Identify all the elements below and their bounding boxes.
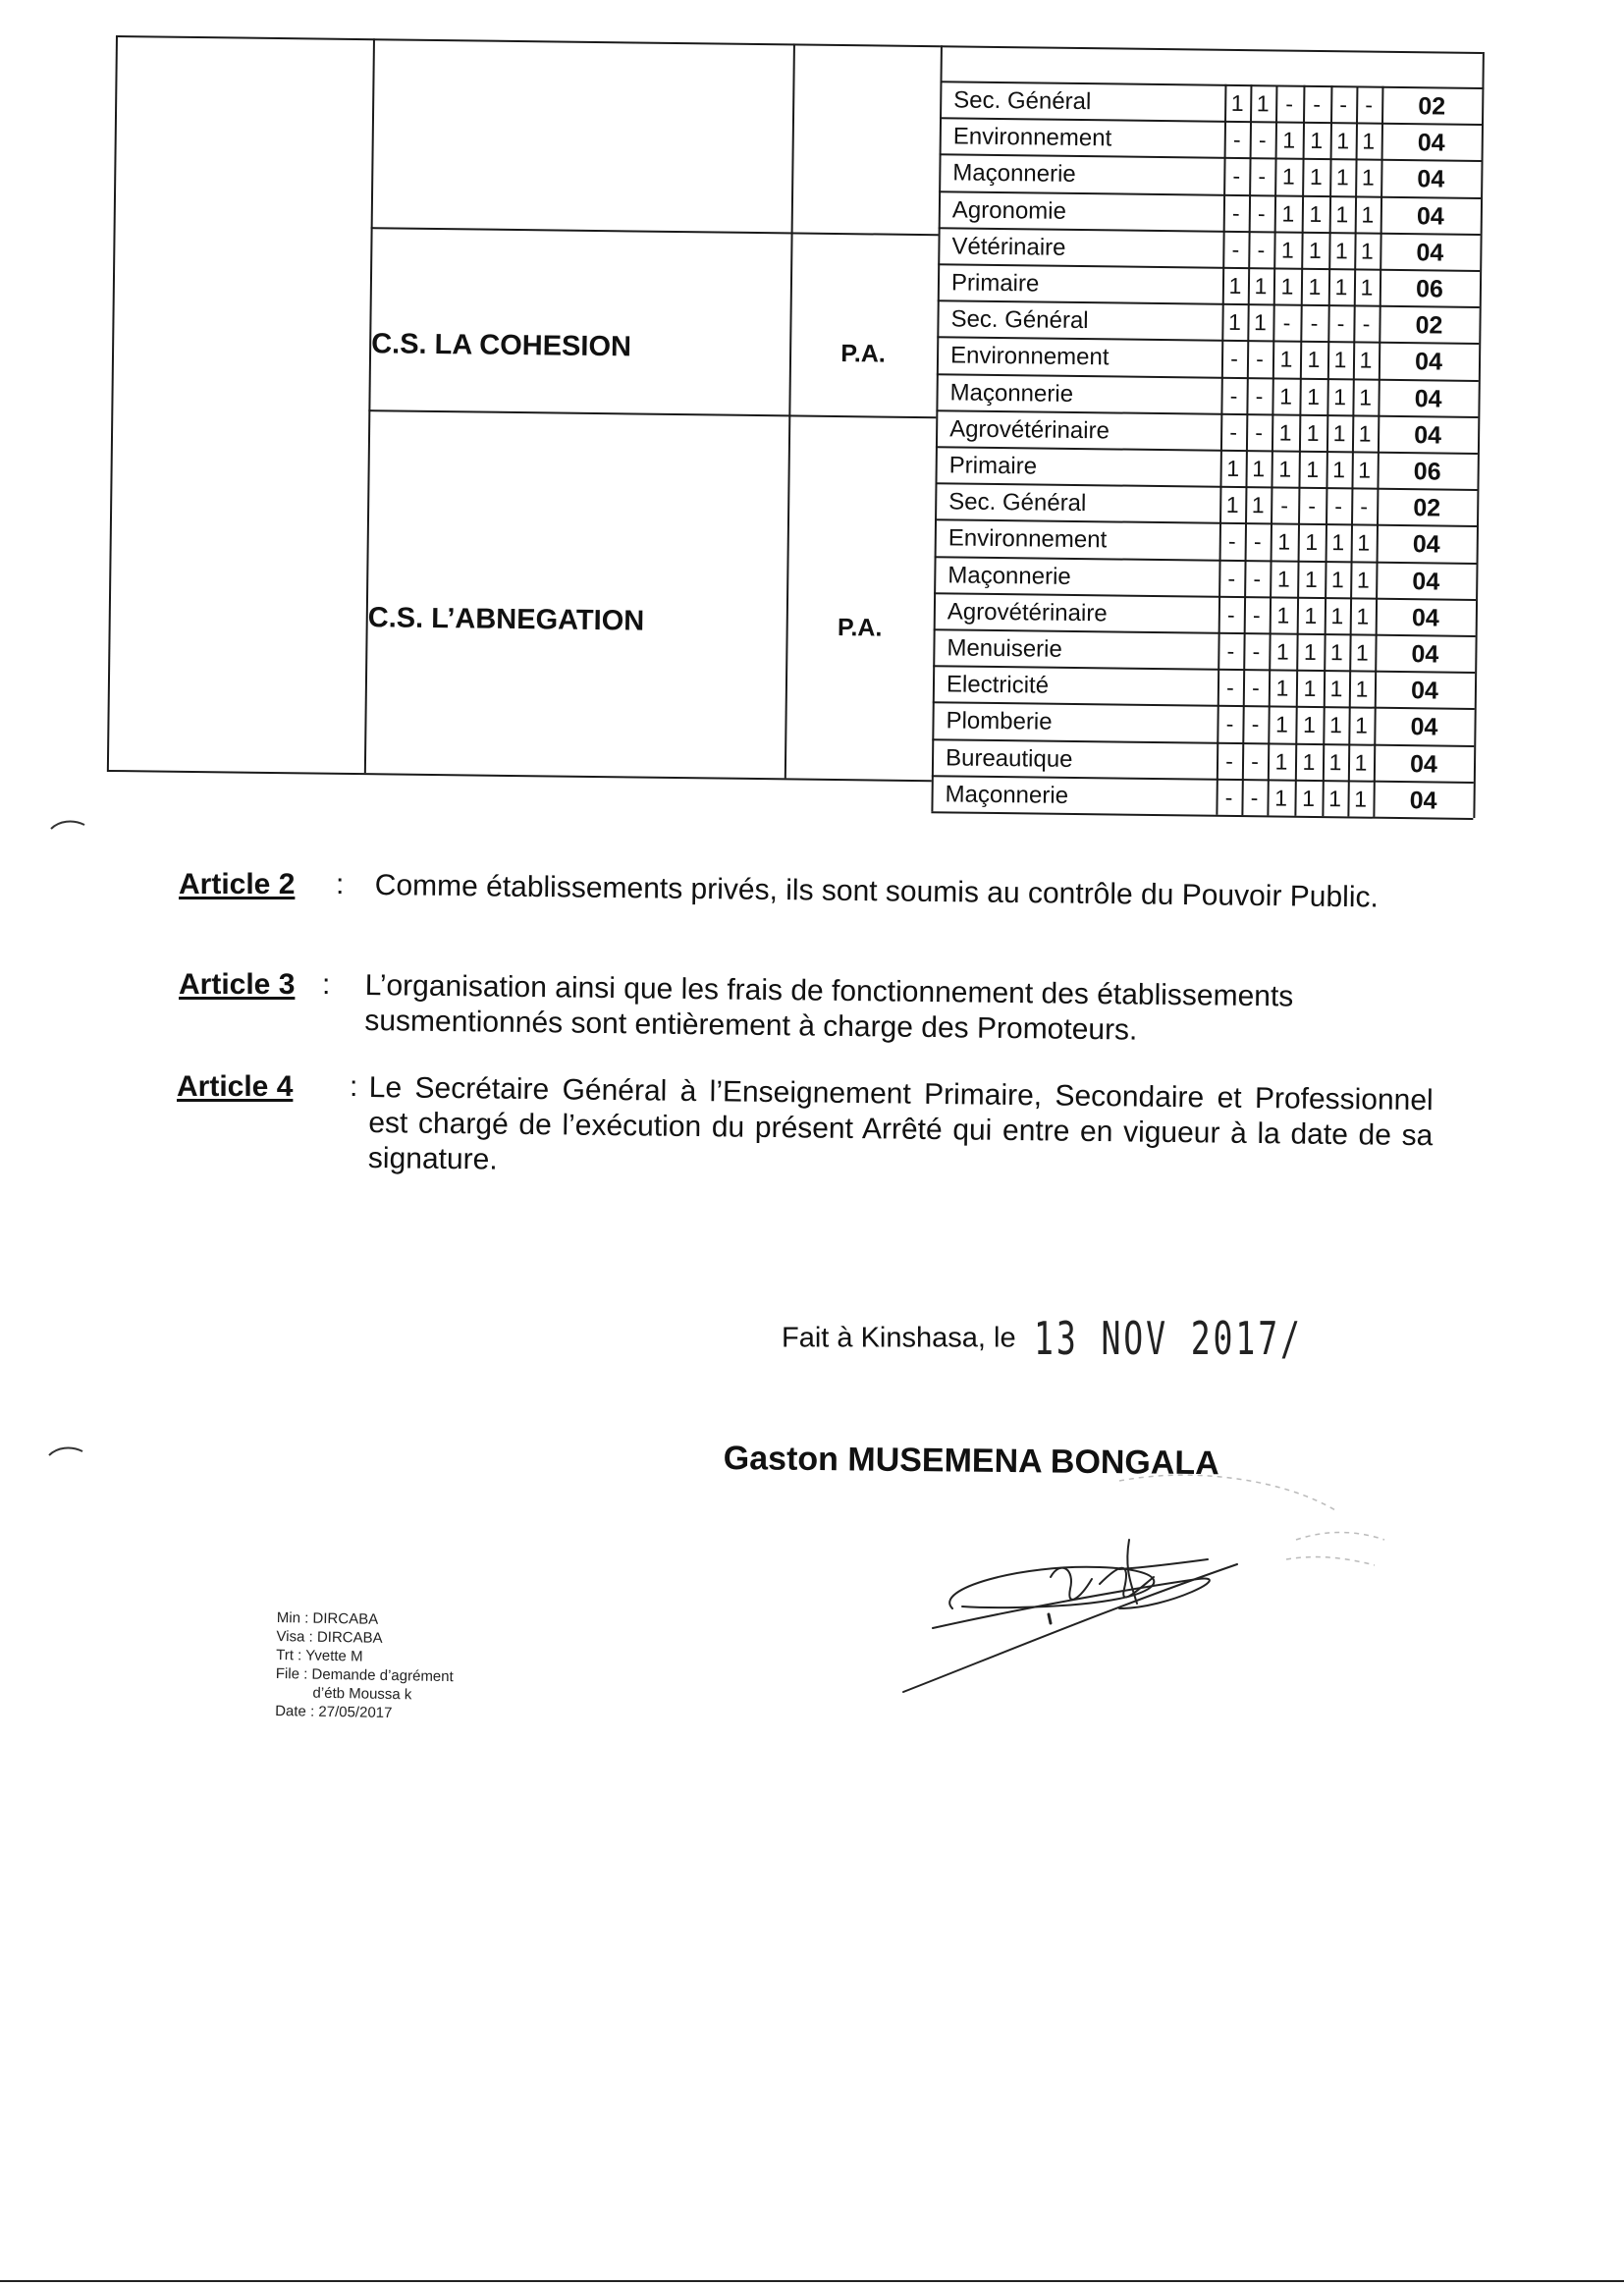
level-cell: - bbox=[1313, 90, 1322, 117]
level-cell: 1 bbox=[1356, 603, 1370, 629]
level-cell: 1 bbox=[1307, 383, 1321, 409]
level-cell: - bbox=[1227, 565, 1236, 591]
level-cell: 1 bbox=[1309, 164, 1323, 191]
level-cell: 1 bbox=[1354, 786, 1368, 812]
total-cell: 02 bbox=[1418, 92, 1446, 121]
level-cell: 1 bbox=[1360, 274, 1374, 300]
level-cell: - bbox=[1251, 747, 1260, 774]
level-cell: - bbox=[1365, 91, 1374, 118]
subject-cell: Maçonnerie bbox=[952, 159, 1076, 189]
level-cell: 1 bbox=[1332, 419, 1346, 447]
total-cell: 04 bbox=[1414, 348, 1443, 376]
total-cell: 04 bbox=[1414, 384, 1442, 413]
level-cell: 1 bbox=[1303, 638, 1317, 665]
subject-cell: Maçonnerie bbox=[945, 781, 1069, 809]
subject-cell: Menuiserie bbox=[947, 634, 1062, 663]
total-cell: 04 bbox=[1411, 603, 1439, 632]
level-cell: 1 bbox=[1274, 711, 1289, 738]
article-colon: : bbox=[350, 1070, 358, 1103]
handwritten-signature bbox=[874, 1461, 1404, 1707]
level-cell: 1 bbox=[1281, 163, 1295, 191]
level-cell: 1 bbox=[1332, 457, 1346, 483]
place-text: Fait à Kinshasa, le bbox=[782, 1322, 1016, 1354]
subject-cell: Environnement bbox=[947, 524, 1108, 554]
level-cell: 1 bbox=[1281, 200, 1295, 227]
level-cell: - bbox=[1256, 346, 1265, 372]
level-cell: 1 bbox=[1328, 785, 1342, 812]
level-cell: 1 bbox=[1230, 89, 1244, 117]
total-cell: 04 bbox=[1417, 129, 1445, 157]
level-cell: 1 bbox=[1335, 164, 1349, 191]
level-cell: 1 bbox=[1254, 273, 1268, 299]
level-cell: - bbox=[1224, 784, 1233, 810]
level-cell: 1 bbox=[1329, 676, 1343, 702]
level-cell: 1 bbox=[1330, 602, 1344, 629]
subject-cell: Maçonnerie bbox=[949, 379, 1074, 408]
level-cell: 1 bbox=[1330, 566, 1344, 592]
subject-cell: Primaire bbox=[950, 269, 1040, 298]
school-group-separator bbox=[368, 409, 936, 418]
level-cell: 1 bbox=[1360, 238, 1374, 264]
level-cell: 1 bbox=[1274, 748, 1288, 775]
level-cell: 1 bbox=[1354, 712, 1369, 739]
level-cell: 1 bbox=[1308, 237, 1322, 263]
level-cell: - bbox=[1258, 163, 1267, 190]
level-cell: 1 bbox=[1256, 90, 1270, 117]
level-cell: - bbox=[1253, 528, 1262, 555]
place-date-line bbox=[782, 1312, 1407, 1365]
level-cell: 1 bbox=[1225, 492, 1239, 518]
level-cell: 1 bbox=[1304, 566, 1318, 592]
ref-file: File : Demande d’agrément bbox=[275, 1664, 454, 1686]
level-cell: 1 bbox=[1278, 419, 1292, 446]
level-cell: - bbox=[1232, 163, 1241, 190]
subject-cell: Sec. Général bbox=[953, 86, 1092, 116]
level-cell: 1 bbox=[1361, 164, 1375, 191]
level-cell: 1 bbox=[1227, 309, 1242, 336]
level-cell: 1 bbox=[1276, 602, 1290, 628]
level-cell: 1 bbox=[1331, 529, 1345, 556]
level-cell: 1 bbox=[1355, 639, 1369, 666]
margin-mark bbox=[49, 817, 88, 833]
ref-min: Min : DIRCABA bbox=[276, 1608, 379, 1628]
level-cell: 1 bbox=[1305, 529, 1319, 556]
article-text: L’organisation ainsi que les frais de fonctionnement des établissements susmentionnés sont entièrement à charge des Promoteurs. bbox=[364, 968, 1294, 1047]
level-cell: 1 bbox=[1309, 200, 1323, 227]
level-cell: - bbox=[1252, 638, 1261, 665]
level-cell: - bbox=[1231, 199, 1240, 226]
subject-cell: Primaire bbox=[948, 452, 1038, 480]
level-cell: 1 bbox=[1335, 200, 1349, 227]
article-colon: : bbox=[322, 968, 331, 1001]
level-cell: - bbox=[1257, 199, 1266, 226]
level-cell: 1 bbox=[1334, 274, 1348, 300]
total-cell: 04 bbox=[1414, 420, 1442, 450]
level-cell: 1 bbox=[1306, 419, 1320, 446]
table-left-border bbox=[107, 35, 118, 770]
level-cell: 1 bbox=[1279, 383, 1293, 409]
level-cell: - bbox=[1282, 309, 1291, 336]
level-cell: 1 bbox=[1302, 785, 1316, 811]
article-colon: : bbox=[336, 868, 345, 900]
level-cell: - bbox=[1334, 493, 1343, 519]
level-cell: 1 bbox=[1274, 785, 1288, 811]
ref-trt: Trt : Yvette M bbox=[276, 1646, 363, 1665]
school-column-border bbox=[364, 38, 375, 773]
level-cell: 1 bbox=[1357, 529, 1371, 557]
level-cell: 1 bbox=[1282, 127, 1296, 153]
total-cell: 02 bbox=[1415, 311, 1443, 340]
regime-label: P.A. bbox=[837, 614, 883, 642]
table-top-border bbox=[116, 35, 941, 47]
level-cell: 1 bbox=[1328, 748, 1342, 775]
level-cell: - bbox=[1250, 784, 1259, 811]
level-cell: 1 bbox=[1307, 347, 1321, 373]
level-cell: 1 bbox=[1277, 528, 1291, 556]
level-cell: - bbox=[1227, 528, 1236, 555]
level-cell: 1 bbox=[1354, 749, 1368, 776]
total-cell: 02 bbox=[1413, 494, 1441, 522]
grid-top bbox=[941, 45, 1483, 54]
level-cell: - bbox=[1310, 310, 1319, 337]
level-cell: 1 bbox=[1359, 384, 1373, 410]
level-cell: 1 bbox=[1276, 566, 1290, 592]
total-cell: 04 bbox=[1416, 238, 1444, 267]
level-cell: - bbox=[1231, 236, 1240, 262]
ref-date: Date : 27/05/2017 bbox=[275, 1702, 393, 1722]
level-cell: 1 bbox=[1308, 273, 1322, 300]
level-cell: 1 bbox=[1355, 676, 1369, 702]
level-cell: 1 bbox=[1228, 272, 1242, 299]
level-cell: - bbox=[1360, 493, 1369, 519]
subject-cell: Electricité bbox=[946, 671, 1050, 699]
level-cell: - bbox=[1232, 127, 1241, 153]
level-cell: 1 bbox=[1302, 748, 1316, 775]
article-label: Article 2 bbox=[179, 868, 296, 900]
level-cell: 1 bbox=[1361, 201, 1375, 228]
total-cell: 04 bbox=[1417, 165, 1445, 193]
total-cell: 04 bbox=[1409, 749, 1438, 779]
level-cell: 1 bbox=[1358, 457, 1372, 483]
date-stamp: 13 NOV 2017/ bbox=[1033, 1312, 1303, 1365]
reference-block bbox=[275, 1608, 455, 1723]
level-cell: - bbox=[1251, 675, 1260, 701]
level-cell: 1 bbox=[1310, 128, 1324, 154]
level-cell: - bbox=[1225, 675, 1234, 701]
level-cell: 1 bbox=[1226, 455, 1240, 482]
level-cell: 1 bbox=[1306, 456, 1320, 482]
level-cell: 1 bbox=[1336, 128, 1350, 154]
level-cell: 1 bbox=[1251, 492, 1265, 518]
total-cell: 04 bbox=[1411, 640, 1439, 669]
level-cell: 1 bbox=[1334, 237, 1348, 264]
subject-cell: Maçonnerie bbox=[947, 561, 1071, 590]
subject-cell: Agrovétérinaire bbox=[949, 415, 1110, 445]
level-cell: - bbox=[1285, 90, 1294, 117]
level-cell: - bbox=[1336, 310, 1345, 337]
level-cell: - bbox=[1255, 382, 1264, 408]
level-cell: 1 bbox=[1302, 712, 1317, 738]
schools-table bbox=[106, 35, 1529, 819]
article-text: Comme établissements privés, ils sont soumis au contrôle du Pouvoir Public. bbox=[374, 868, 1380, 914]
level-cell: 1 bbox=[1362, 128, 1376, 154]
total-cell: 06 bbox=[1415, 275, 1444, 303]
page-bottom-edge bbox=[0, 2280, 1624, 2282]
regime-column-border bbox=[785, 43, 795, 778]
level-cell: 1 bbox=[1304, 602, 1318, 628]
level-cell: 1 bbox=[1280, 237, 1294, 263]
article-text: Le Secrétaire Général à l’Enseignement Primaire, Secondaire et Professionnel est chargé de l’exécution du présent Arrêté qui entre en vigueur à la date de sa signature. bbox=[367, 1070, 1434, 1176]
article-label: Article 4 bbox=[177, 1070, 294, 1103]
level-cell: - bbox=[1226, 637, 1235, 664]
level-cell: 1 bbox=[1333, 347, 1347, 373]
ref-file-continued: d’étb Moussa k bbox=[312, 1684, 412, 1704]
table-bottom-border bbox=[107, 770, 932, 782]
regime-label: P.A. bbox=[840, 340, 886, 368]
level-cell: 1 bbox=[1252, 456, 1266, 482]
level-cell: 1 bbox=[1279, 346, 1293, 373]
level-cell: - bbox=[1229, 382, 1238, 408]
level-cell: 1 bbox=[1303, 676, 1317, 702]
level-cell: - bbox=[1253, 565, 1262, 591]
subject-cell: Environnement bbox=[952, 123, 1112, 152]
level-cell: - bbox=[1230, 346, 1239, 372]
regime-label bbox=[792, 158, 940, 160]
total-cell: 04 bbox=[1412, 530, 1440, 559]
subject-cell: Sec. Général bbox=[948, 488, 1087, 517]
level-cell: 1 bbox=[1278, 456, 1292, 482]
ref-visa: Visa : DIRCABA bbox=[276, 1627, 383, 1647]
level-cell: - bbox=[1251, 711, 1260, 737]
level-cell: - bbox=[1258, 127, 1267, 153]
margin-mark bbox=[47, 1443, 86, 1459]
level-cell: - bbox=[1225, 711, 1234, 737]
school-group-separator bbox=[371, 227, 939, 236]
level-cell: - bbox=[1229, 418, 1238, 445]
subject-cell: Agronomie bbox=[951, 196, 1067, 225]
level-cell: 1 bbox=[1275, 675, 1289, 701]
level-cell: - bbox=[1257, 237, 1266, 263]
signatory-name: Gaston MUSEMENA BONGALA bbox=[723, 1440, 1219, 1483]
level-cell: 1 bbox=[1333, 383, 1347, 409]
level-cell: 1 bbox=[1359, 347, 1373, 374]
table-right-border bbox=[1482, 52, 1484, 89]
subject-cell: Agrovétérinaire bbox=[947, 598, 1108, 627]
total-cell: 04 bbox=[1416, 201, 1444, 231]
total-cell: 06 bbox=[1413, 458, 1441, 486]
level-cell: - bbox=[1280, 492, 1289, 518]
article-label: Article 3 bbox=[179, 968, 296, 1001]
level-cell: 1 bbox=[1253, 309, 1268, 336]
subject-cell: Vétérinaire bbox=[951, 233, 1066, 261]
level-cell: 1 bbox=[1275, 638, 1289, 665]
total-cell: 04 bbox=[1412, 567, 1440, 596]
level-cell: 1 bbox=[1356, 567, 1370, 593]
level-cell: - bbox=[1225, 747, 1234, 774]
subject-cell: Sec. Général bbox=[950, 305, 1089, 335]
level-cell: 1 bbox=[1280, 273, 1294, 299]
total-cell: 04 bbox=[1409, 786, 1437, 815]
level-cell: 1 bbox=[1358, 420, 1372, 447]
total-cell: 04 bbox=[1410, 713, 1438, 741]
level-cell: - bbox=[1362, 310, 1371, 337]
school-name: C.S. LA COHESION bbox=[370, 328, 632, 363]
total-cell: 04 bbox=[1410, 677, 1439, 705]
level-cell: - bbox=[1226, 601, 1235, 627]
level-cell: - bbox=[1252, 601, 1261, 628]
subject-cell: Bureautique bbox=[945, 743, 1073, 773]
level-cell: 1 bbox=[1328, 712, 1343, 738]
subject-cell: Plomberie bbox=[946, 707, 1053, 736]
level-cell: - bbox=[1255, 419, 1264, 446]
level-cell: - bbox=[1339, 91, 1348, 118]
level-cell: 1 bbox=[1329, 639, 1343, 666]
level-cell: - bbox=[1308, 493, 1317, 519]
school-name: C.S. L’ABNEGATION bbox=[367, 602, 645, 637]
subject-cell: Environnement bbox=[949, 342, 1110, 371]
